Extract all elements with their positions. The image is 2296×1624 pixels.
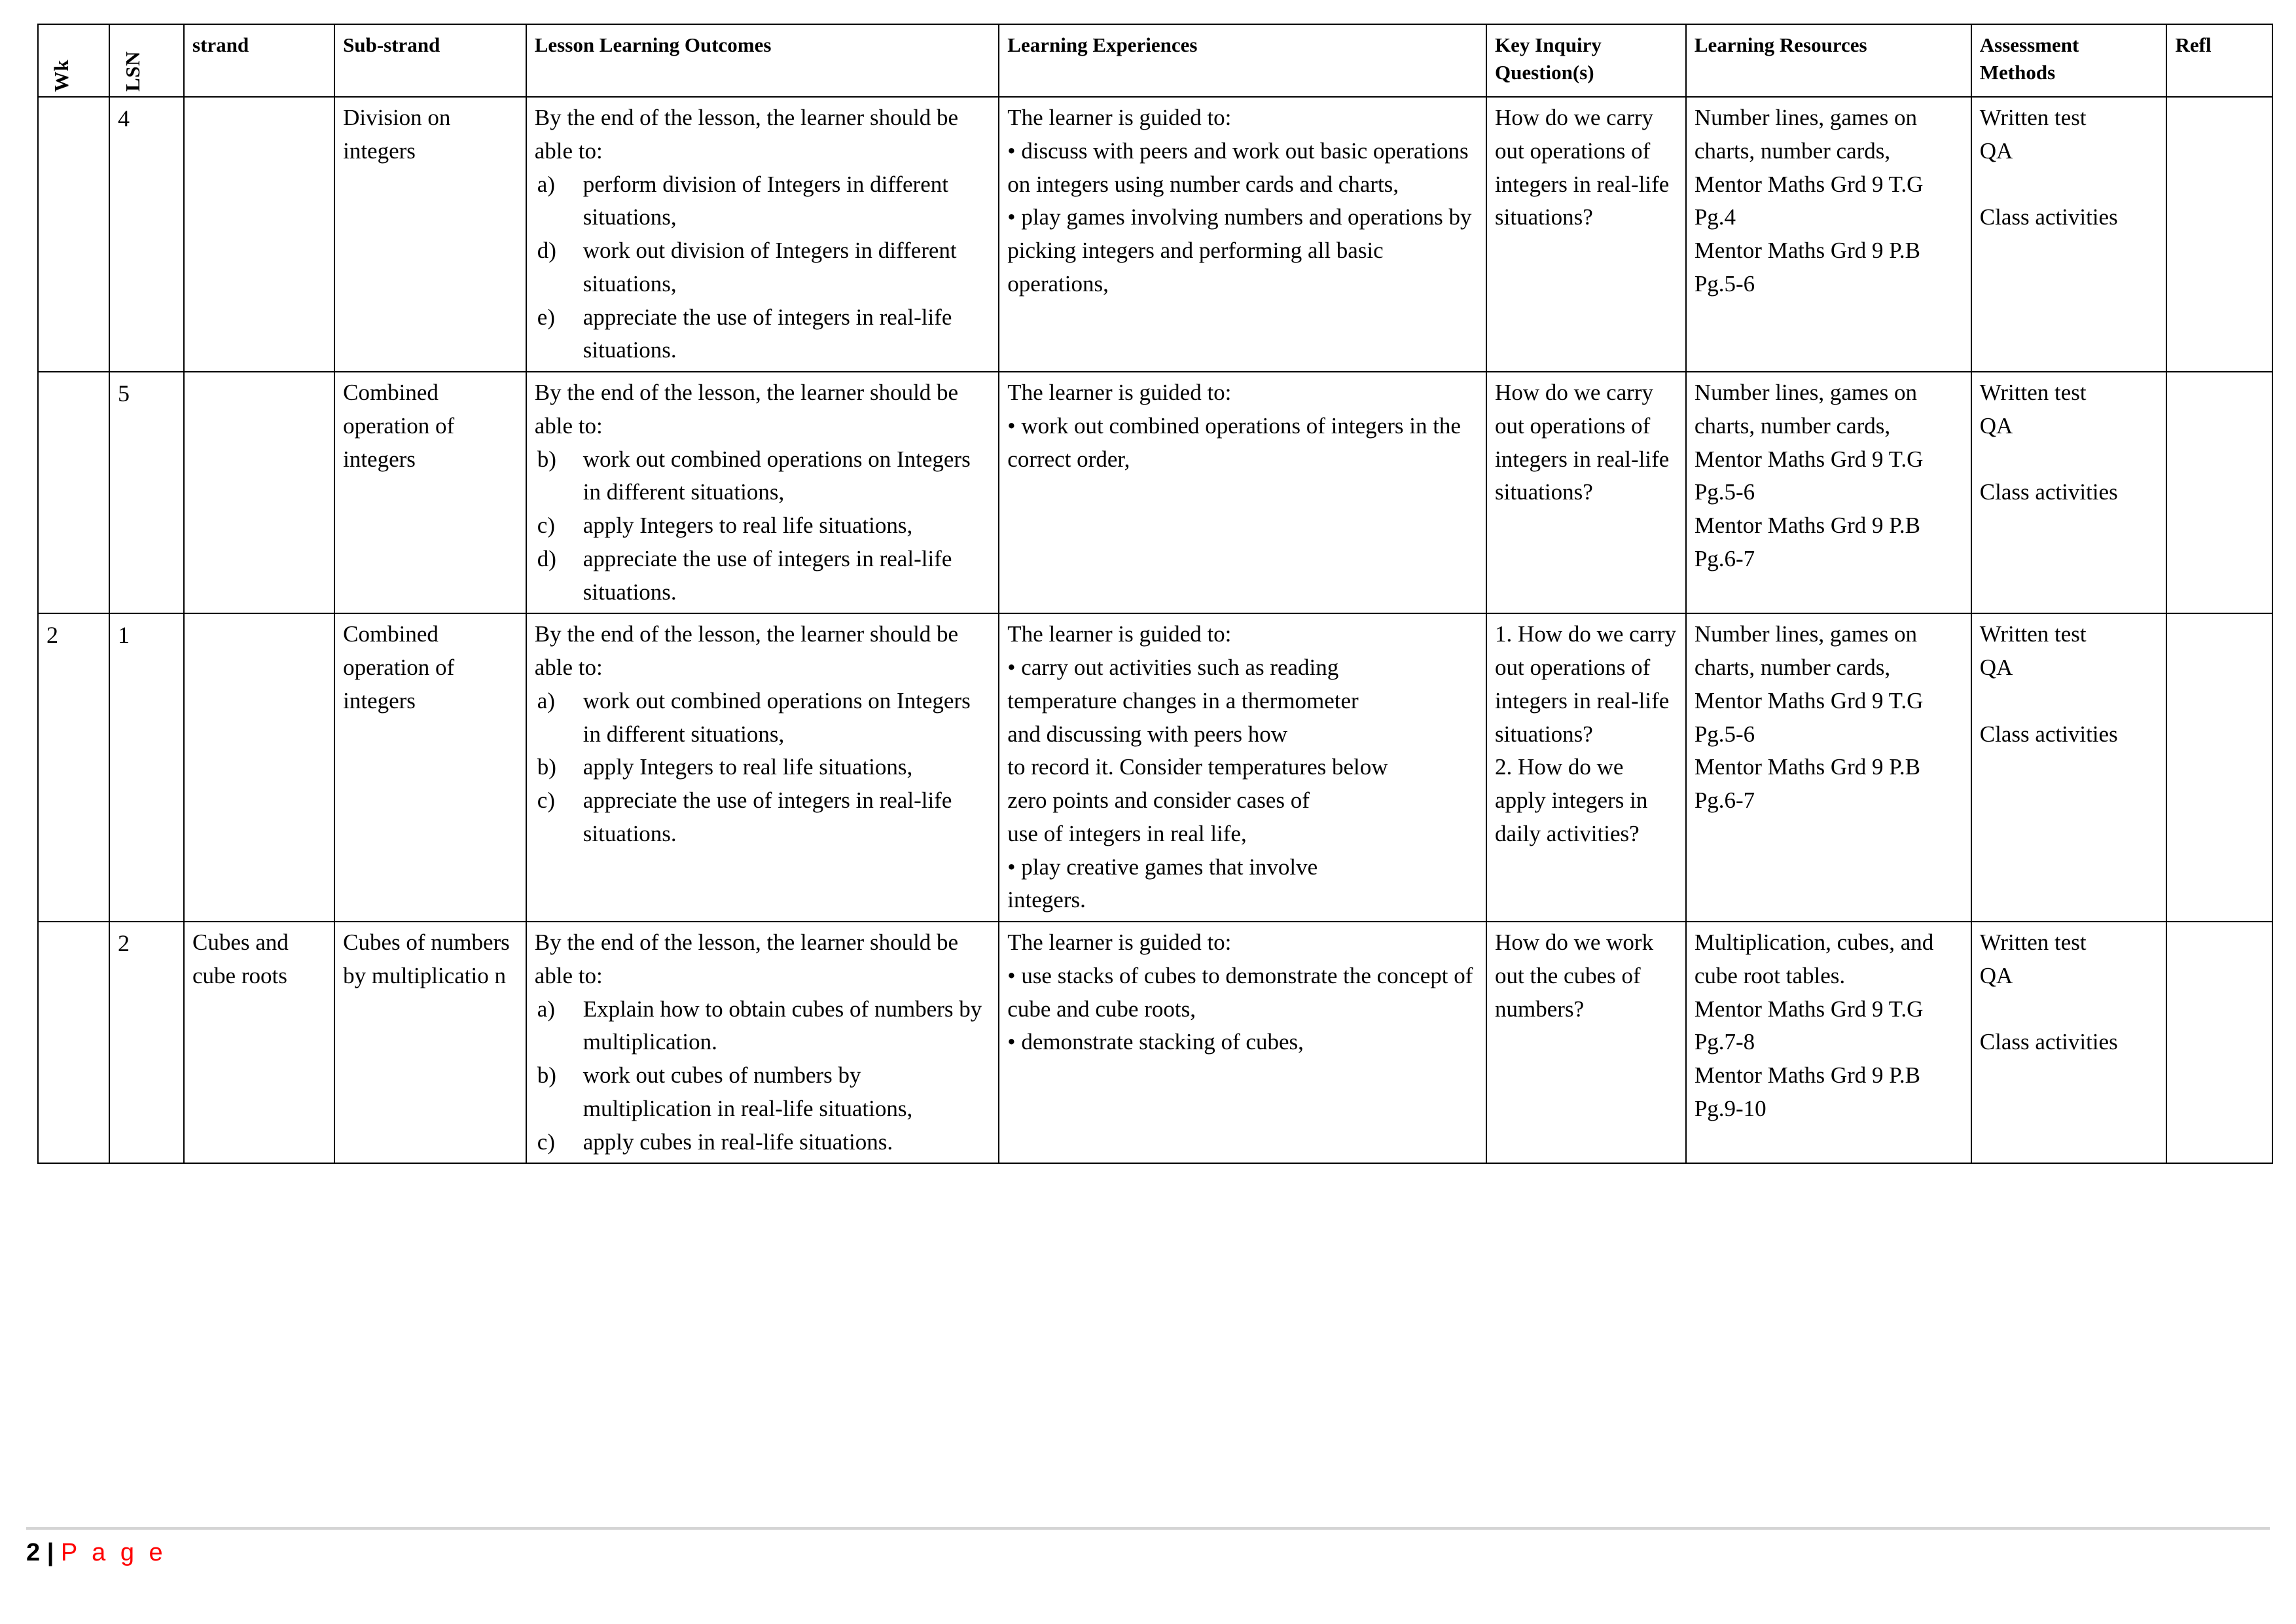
cell-refl (2166, 922, 2272, 1163)
footer-page-word: P a g e (60, 1539, 167, 1566)
outcome-marker: c) (537, 787, 555, 813)
assessment-list (1980, 618, 2160, 751)
experiences-lead: The learner is guided to: (1007, 929, 1232, 955)
cell-outcomes (526, 613, 999, 922)
outcomes-list (535, 685, 992, 851)
experiences-list (1007, 651, 1479, 917)
cell-refl (2166, 97, 2272, 372)
experience-line: to record it. Consider temperatures below (1007, 754, 1388, 780)
cell-lsn: 4 (109, 97, 184, 372)
assessment-item: Written test (1979, 380, 2087, 405)
experiences-lead: The learner is guided to: (1007, 105, 1232, 130)
outcome-item (535, 234, 992, 301)
inquiry-item: How do we carry out operations of integers in real-life situations? (1495, 380, 1670, 505)
inquiry-item: How do we work out the cubes of numbers? (1495, 929, 1654, 1022)
outcome-item (535, 751, 992, 784)
page-footer (26, 1527, 2270, 1565)
resource-item: Multiplication, cubes, and cube root tables. (1694, 929, 1934, 988)
assessment-item: Written test (1979, 105, 2087, 130)
cell-resources (1686, 97, 1971, 372)
column-header-experiences (999, 24, 1486, 97)
outcome-text: Explain how to obtain cubes of numbers by multiplication. (583, 996, 982, 1055)
outcome-text: apply Integers to real life situations, (583, 754, 913, 780)
resource-item: Number lines, games on charts, number cards, (1694, 380, 1918, 439)
outcomes-lead: By the end of the lesson, the learner should be able to: (534, 621, 959, 680)
scheme-of-work-table (37, 24, 2273, 1164)
resource-item: Number lines, games on charts, number cards, (1694, 105, 1918, 164)
resources-list (1695, 376, 1964, 576)
resources-list (1695, 926, 1964, 1126)
column-header-lsn (109, 24, 184, 97)
assessment-item: Written test (1979, 929, 2087, 955)
outcome-item (535, 509, 992, 543)
outcome-text: appreciate the use of integers in real-life situations. (583, 304, 952, 363)
outcome-marker: d) (537, 238, 556, 263)
column-header-experiences-label: Learning Experiences (1007, 33, 1198, 56)
table-row (38, 613, 2272, 922)
cell-inquiry (1486, 97, 1686, 372)
assessment-item: QA (1979, 962, 2013, 988)
column-header-refl-label: Refl (2175, 33, 2212, 56)
outcome-item (535, 301, 992, 368)
outcome-text: work out division of Integers in different situations, (583, 238, 957, 297)
cell-experiences (999, 372, 1486, 613)
cell-strand (184, 97, 334, 372)
resources-list (1695, 101, 1964, 301)
experiences-list (1007, 960, 1479, 1059)
cell-resources (1686, 372, 1971, 613)
cell-wk (38, 372, 109, 613)
cell-substrand: Combined operation of integers (334, 372, 526, 613)
assessment-item: Class activities (1979, 1029, 2118, 1055)
cell-inquiry (1486, 613, 1686, 922)
outcomes-list (535, 993, 992, 1159)
column-header-outcomes (526, 24, 999, 97)
footer-separator: | (46, 1539, 54, 1566)
assessment-item: QA (1979, 655, 2013, 680)
outcome-marker: b) (537, 446, 556, 472)
assessment-item: Class activities (1979, 721, 2118, 747)
outcome-text: work out cubes of numbers by multiplication in real-life situations, (583, 1062, 913, 1121)
outcome-marker: b) (537, 1062, 556, 1088)
column-header-inquiry-line2: Question(s) (1495, 60, 1594, 84)
cell-experiences (999, 97, 1486, 372)
outcome-item (535, 1059, 992, 1126)
footer-divider (26, 1527, 2270, 1530)
experience-line: integers. (1007, 887, 1086, 913)
outcome-item (535, 1126, 992, 1159)
footer-page-number: 2 (26, 1539, 41, 1566)
cell-refl (2166, 613, 2272, 922)
cell-assessment (1971, 922, 2167, 1163)
outcome-text: appreciate the use of integers in real-life situations. (583, 787, 952, 846)
outcome-item (535, 784, 992, 851)
cell-assessment (1971, 372, 2167, 613)
outcome-text: work out combined operations on Integers in different situations, (583, 687, 971, 747)
outcome-marker: d) (537, 545, 556, 571)
outcome-item (535, 685, 992, 751)
assessment-list (1980, 376, 2160, 509)
experience-line: and discussing with peers how (1007, 721, 1288, 747)
cell-wk (38, 97, 109, 372)
table-row (38, 372, 2272, 613)
experience-line: • play creative games that involve (1007, 854, 1318, 880)
outcome-marker: b) (537, 754, 556, 780)
column-header-resources-label: Learning Resources (1694, 33, 1867, 56)
experiences-lead: The learner is guided to: (1007, 380, 1232, 405)
column-header-assessment-line2: Methods (1979, 60, 2056, 84)
resources-list (1695, 618, 1964, 818)
outcome-item (535, 543, 992, 609)
table-row (38, 922, 2272, 1163)
assessment-item: QA (1979, 137, 2013, 164)
outcome-marker: e) (537, 304, 555, 330)
experience-item: • play games involving numbers and operations by picking integers and performing all basic operations, (1007, 201, 1479, 300)
assessment-spacer (1980, 443, 2160, 477)
cell-strand (184, 613, 334, 922)
cell-resources (1686, 922, 1971, 1163)
column-header-wk-label: Wk (50, 59, 73, 92)
cell-outcomes (526, 372, 999, 613)
cell-lsn: 1 (109, 613, 184, 922)
cell-lsn: 5 (109, 372, 184, 613)
outcome-text: appreciate the use of integers in real-life situations. (583, 545, 952, 605)
column-header-strand-label: strand (192, 33, 249, 56)
column-header-assessment-line1: Assessment (1979, 33, 2079, 56)
resource-item: Mentor Maths Grd 9 T.G Pg.5-6 (1694, 687, 1924, 747)
outcome-marker: a) (537, 171, 555, 197)
outcome-text: apply Integers to real life situations, (583, 513, 913, 538)
assessment-spacer (1980, 685, 2160, 718)
inquiry-item: 2. How do we apply integers in daily activities? (1495, 754, 1648, 846)
outcome-marker: c) (537, 513, 555, 538)
outcome-marker: a) (537, 687, 555, 713)
column-header-resources (1686, 24, 1971, 97)
cell-experiences (999, 922, 1486, 1163)
cell-lsn: 2 (109, 922, 184, 1163)
outcome-text: apply cubes in real-life situations. (583, 1128, 893, 1155)
outcomes-list (535, 168, 992, 368)
experience-item: • work out combined operations of integers in the correct order, (1007, 410, 1479, 477)
column-header-substrand-label: Sub-strand (343, 33, 440, 56)
outcome-item (535, 443, 992, 510)
outcome-text: work out combined operations on Integers in different situations, (583, 446, 971, 505)
column-header-substrand (334, 24, 526, 97)
assessment-spacer (1980, 168, 2160, 202)
cell-inquiry (1486, 372, 1686, 613)
outcomes-lead: By the end of the lesson, the learner should be able to: (534, 380, 959, 439)
assessment-item: Written test (1979, 621, 2087, 647)
experience-line: • carry out activities such as reading (1007, 655, 1339, 680)
experience-line: use of integers in real life, (1007, 820, 1247, 846)
inquiry-item: 1. How do we carry out operations of integers in real-life situations? (1495, 621, 1677, 747)
experiences-list (1007, 135, 1479, 301)
assessment-item: QA (1979, 412, 2013, 439)
resource-item: Mentor Maths Grd 9 P.B Pg.6-7 (1694, 513, 1920, 571)
column-header-wk (38, 24, 109, 97)
cell-inquiry (1486, 922, 1686, 1163)
resource-item: Mentor Maths Grd 9 P.B Pg.6-7 (1694, 754, 1920, 813)
table-header-row (38, 24, 2272, 97)
cell-outcomes (526, 922, 999, 1163)
cell-refl (2166, 372, 2272, 613)
experience-line: zero points and consider cases of (1007, 787, 1310, 813)
experience-item: • use stacks of cubes to demonstrate the concept of cube and cube roots, (1007, 960, 1479, 1026)
footer-page-label (26, 1540, 2270, 1565)
cell-assessment (1971, 613, 2167, 922)
cell-wk: 2 (38, 613, 109, 922)
resource-item: Number lines, games on charts, number cards, (1694, 621, 1918, 680)
outcome-item (535, 168, 992, 235)
cell-assessment (1971, 97, 2167, 372)
inquiry-item: How do we carry out operations of integers in real-life situations? (1495, 105, 1670, 230)
cell-outcomes (526, 97, 999, 372)
assessment-item: Class activities (1979, 479, 2118, 505)
experiences-lead: The learner is guided to: (1007, 621, 1232, 647)
cell-strand (184, 372, 334, 613)
column-header-refl (2166, 24, 2272, 97)
assessment-list (1980, 101, 2160, 234)
column-header-inquiry (1486, 24, 1686, 97)
outcome-item (535, 993, 992, 1060)
outcomes-list (535, 443, 992, 609)
assessment-item: Class activities (1979, 204, 2118, 230)
cell-substrand: Cubes of numbers by multiplicatio n (334, 922, 526, 1163)
resource-item: Mentor Maths Grd 9 P.B Pg.5-6 (1694, 238, 1920, 297)
outcomes-lead: By the end of the lesson, the learner should be able to: (534, 105, 959, 164)
outcome-marker: c) (537, 1128, 555, 1155)
resource-item: Mentor Maths Grd 9 T.G Pg.7-8 (1694, 996, 1924, 1055)
resource-item: Mentor Maths Grd 9 P.B Pg.9-10 (1694, 1062, 1920, 1121)
experience-item: • demonstrate stacking of cubes, (1007, 1026, 1479, 1059)
table-row (38, 97, 2272, 372)
column-header-assessment (1971, 24, 2167, 97)
cell-experiences (999, 613, 1486, 922)
cell-wk (38, 922, 109, 1163)
column-header-outcomes-label: Lesson Learning Outcomes (534, 33, 772, 56)
outcomes-lead: By the end of the lesson, the learner should be able to: (534, 929, 959, 988)
column-header-inquiry-line1: Key Inquiry (1495, 33, 1602, 56)
resource-item: Mentor Maths Grd 9 T.G Pg.5-6 (1694, 446, 1924, 505)
cell-strand: Cubes and cube roots (184, 922, 334, 1163)
column-header-lsn-label: LSN (120, 51, 144, 92)
column-header-strand (184, 24, 334, 97)
outcome-text: perform division of Integers in different situations, (583, 171, 948, 230)
cell-resources (1686, 613, 1971, 922)
resource-item: Mentor Maths Grd 9 T.G Pg.4 (1694, 171, 1924, 230)
outcome-marker: a) (537, 996, 555, 1022)
experience-line: temperature changes in a thermometer (1007, 687, 1359, 713)
cell-substrand: Combined operation of integers (334, 613, 526, 922)
cell-substrand: Division on integers (334, 97, 526, 372)
experiences-list (1007, 410, 1479, 477)
experience-item: • discuss with peers and work out basic operations on integers using number cards and charts, (1007, 135, 1479, 202)
assessment-list (1980, 926, 2160, 1059)
assessment-spacer (1980, 993, 2160, 1026)
